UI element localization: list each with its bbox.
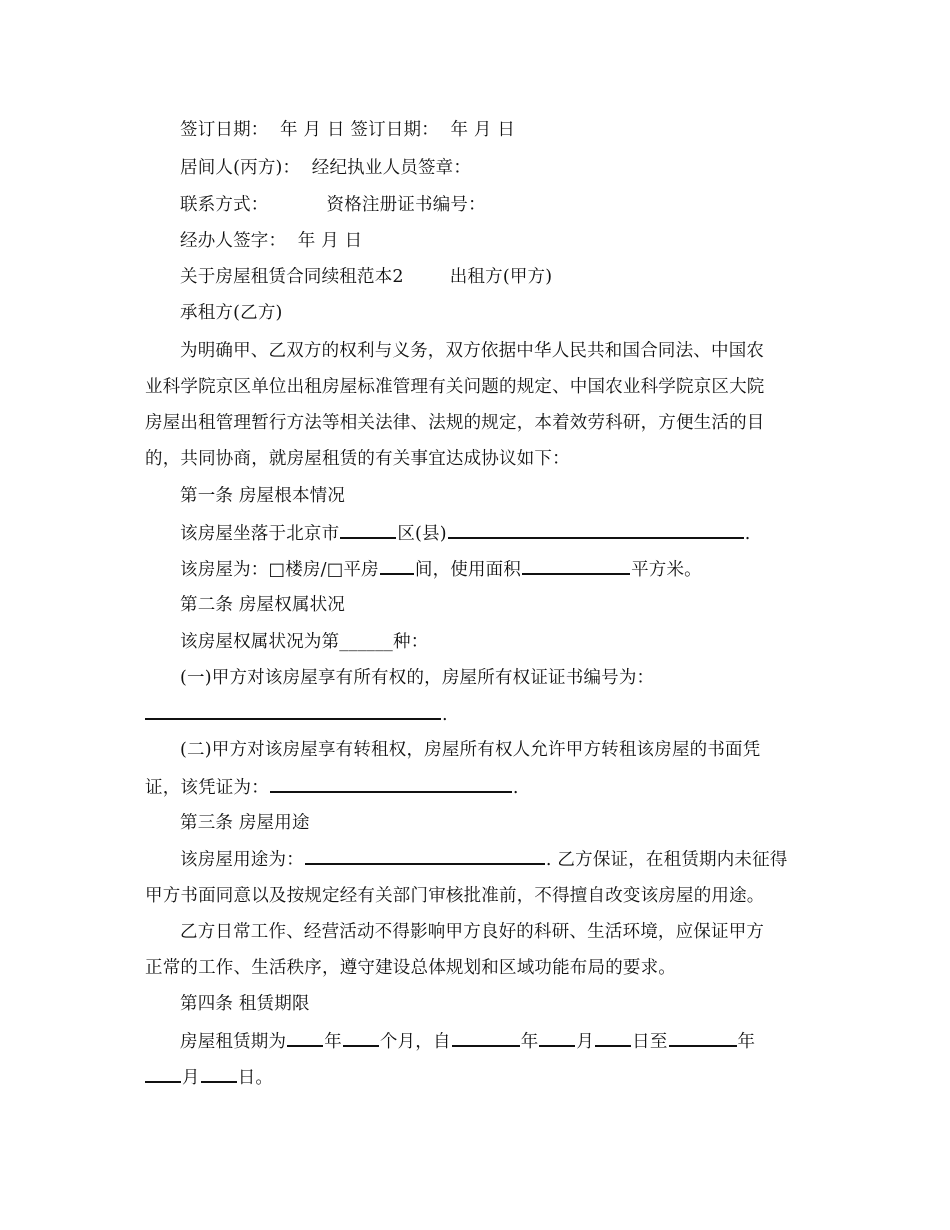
handler-line: 经办人签字： 年 月 日	[180, 231, 363, 251]
sign-date-line: 签订日期： 年 月 日 签订日期： 年 月 日	[180, 120, 516, 140]
article-3-title: 第三条 房屋用途	[180, 813, 310, 833]
term-years-blank[interactable]	[287, 1029, 323, 1047]
art4-start-month-label: 月	[576, 1032, 595, 1052]
art3-use-line-2: 甲方书面同意以及按规定经有关部门审核批准前，不得擅自改变该房屋的用途。	[145, 886, 765, 906]
start-month-blank[interactable]	[539, 1029, 575, 1047]
intro-line-4: 的，共同协商，就房屋租赁的有关事宜达成协议如下：	[145, 449, 570, 469]
art4-to-label: 日至	[632, 1032, 668, 1052]
purpose-blank[interactable]	[305, 847, 545, 865]
art3-use-label: 该房屋用途为：	[180, 850, 304, 870]
article-1-title: 第一条 房屋根本情况	[180, 486, 346, 506]
art3-guarantee: . 乙方保证，在租赁期内未征得	[545, 850, 788, 870]
certificate-number-blank[interactable]	[145, 702, 441, 720]
intro-line-1: 为明确甲、乙双方的权利与义务，双方依据中华人民共和国合同法、中国农	[180, 341, 765, 361]
art4-start-year-label: 年	[520, 1032, 539, 1052]
address-blank[interactable]	[448, 521, 744, 539]
end-day-blank[interactable]	[201, 1065, 237, 1083]
end-month-blank[interactable]	[145, 1065, 181, 1083]
art1-area-label: 间，使用面积	[414, 560, 522, 580]
art4-term-label: 房屋租赁期为	[180, 1032, 287, 1052]
term-months-blank[interactable]	[343, 1029, 379, 1047]
art4-year-label: 年	[324, 1032, 342, 1052]
art1-type-line	[180, 557, 702, 582]
period-mark: .	[512, 778, 519, 798]
article-2-title: 第二条 房屋权属状况	[180, 595, 346, 615]
art4-end-day-label: 日。	[237, 1068, 274, 1088]
art2-item2-line-1: (二)甲方对该房屋享有转租权，房屋所有权人允许甲方转租该房屋的书面凭	[180, 740, 761, 760]
art1-unit-label: 平方米。	[631, 560, 702, 580]
art3-env-line-1: 乙方日常工作、经营活动不得影响甲方良好的科研、生活环境，应保证甲方	[180, 922, 765, 942]
art2-item1-blank-line	[145, 702, 448, 727]
contact-line	[180, 193, 486, 217]
contact-label: 联系方式：	[180, 195, 269, 215]
period-mark: .	[442, 705, 448, 725]
art2-item1-line: (一)甲方对该房屋享有所有权的，房屋所有权证证书编号为：	[180, 668, 655, 688]
art3-env-line-2: 正常的工作、生活秩序，遵守建设总体规划和区域功能布局的要求。	[145, 958, 676, 978]
period-mark: .	[744, 524, 751, 544]
art1-location-line	[180, 521, 751, 546]
lessor-label: 出租方(甲方)	[449, 267, 553, 287]
title-line	[180, 265, 552, 289]
cert-label: 资格注册证书编号：	[326, 195, 486, 215]
art4-from-label: 个月，自	[379, 1032, 451, 1052]
art1-loc-label: 该房屋坐落于北京市	[180, 524, 340, 544]
article-4-title: 第四条 租赁期限	[180, 994, 310, 1014]
art2-voucher-label: 证，该凭证为：	[145, 778, 269, 798]
lessee-line: 承租方(乙方)	[180, 303, 283, 323]
area-blank[interactable]	[522, 557, 630, 575]
district-blank[interactable]	[340, 521, 396, 539]
end-year-blank[interactable]	[669, 1029, 737, 1047]
art2-item2-line-2	[145, 775, 519, 800]
art4-end-month-label: 月	[182, 1068, 200, 1088]
art4-term-line	[180, 1029, 755, 1054]
start-day-blank[interactable]	[595, 1029, 631, 1047]
art3-use-line-1	[180, 847, 788, 872]
start-year-blank[interactable]	[452, 1029, 520, 1047]
art4-end-line	[145, 1065, 273, 1090]
document-title: 关于房屋租赁合同续租范本2	[180, 267, 404, 287]
intro-line-2: 业科学院京区单位出租房屋标准管理有关问题的规定、中国农业科学院京区大院	[145, 377, 765, 397]
art1-county-label: 区(县)	[397, 524, 447, 544]
broker-line: 居间人(丙方)： 经纪执业人员签章：	[180, 158, 472, 178]
rooms-blank[interactable]	[380, 557, 414, 575]
art2-status-line: 该房屋权属状况为第______种：	[180, 632, 429, 652]
intro-line-3: 房屋出租管理暂行方法等相关法律、法规的规定，本着效劳科研，方便生活的目	[145, 413, 765, 433]
art4-end-year-label: 年	[737, 1032, 756, 1052]
art1-type-label: 该房屋为：□楼房/□平房	[180, 560, 379, 580]
voucher-blank[interactable]	[270, 775, 512, 793]
